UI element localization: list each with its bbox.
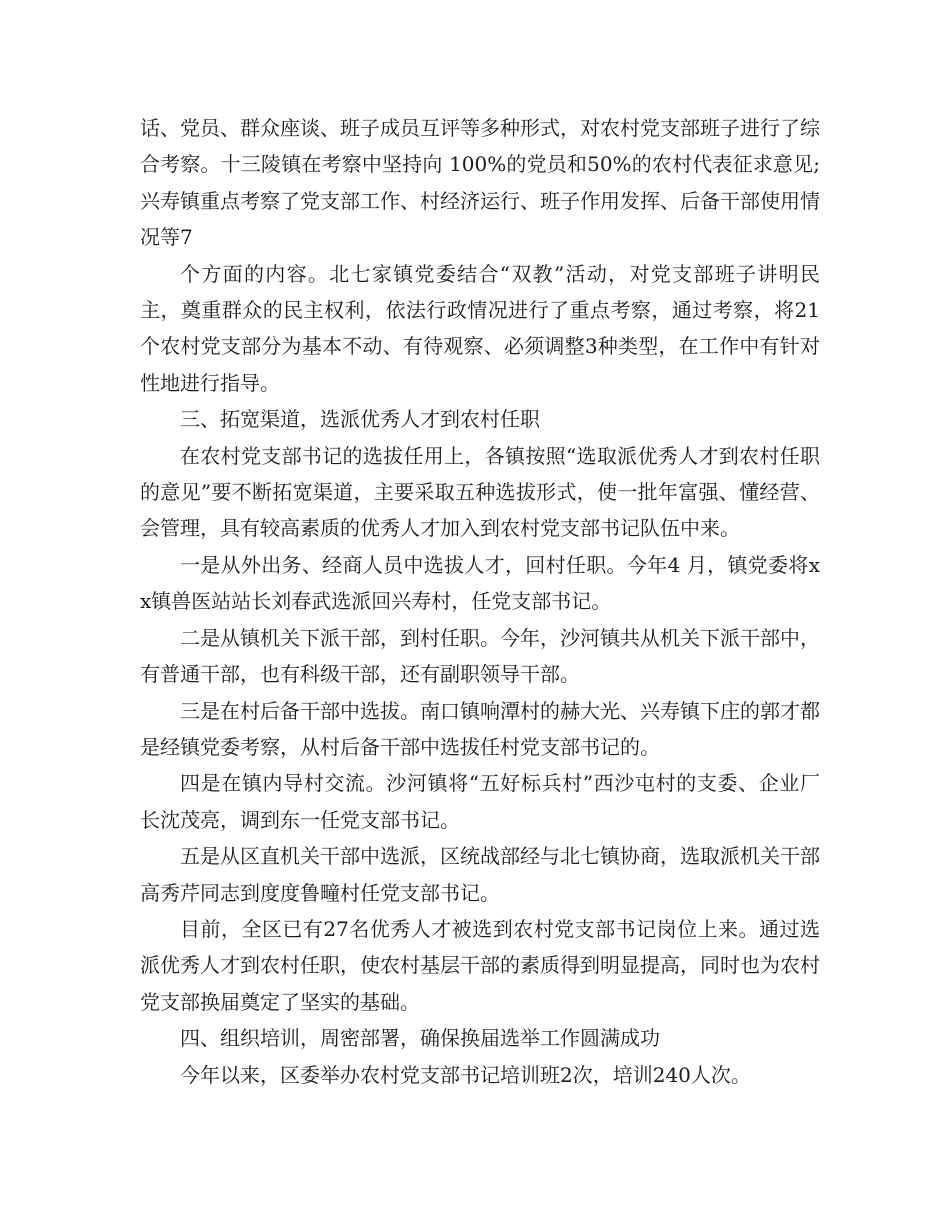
- paragraph-method-3: 三是在村后备干部中选拔。南口镇响潭村的赫大光、兴寿镇下庄的郭才都是经镇党委考察，从村后备干部中选拔任村党支部书记的。: [140, 698, 820, 759]
- section-heading-4: 四、组织培训，周密部署，确保换届选举工作圆满成功: [180, 1026, 660, 1051]
- paragraph-continuation: 话、党员、群众座谈、班子成员互评等多种形式，对农村党支部班子进行了综合考察。十三陵镇在考察中坚持向 100%的党员和50%的农村代表征求意见;兴寿镇重点考察了党支部工作、村经济运行、班子作用发挥、后备干部使用情况等7: [140, 116, 820, 250]
- paragraph-method-5: 五是从区直机关干部中选派，区统战部经与北七镇协商，选取派机关干部高秀芹同志到度度鲁疃村任党支部书记。: [140, 844, 820, 905]
- paragraph-selection-overview: 在农村党支部书记的选拔任用上，各镇按照“选取派优秀人才到农村任职的意见”要不断拓宽渠道，主要采取五种选拔形式，使一批年富强、懂经营、会管理，具有较高素质的优秀人才加入到农村党支部书记队伍中来。: [140, 443, 820, 541]
- document-body: [140, 110, 820, 1093]
- paragraph-method-4: 四是在镇内导村交流。沙河镇将“五好标兵村”西沙屯村的支委、企业厂长沈茂亮，调到东一任党支部书记。: [140, 771, 820, 832]
- paragraph-method-2: 二是从镇机关下派干部，到村任职。今年，沙河镇共从机关下派干部中，有普通干部，也有科级干部，还有副职领导干部。: [140, 625, 820, 687]
- section-heading-3: 三、拓宽渠道，选派优秀人才到农村任职: [180, 407, 540, 432]
- paragraph-beiqijia: 个方面的内容。北七家镇党委结合“双教”活动，对党支部班子讲明民主，奠重群众的民主权利，依法行政情况进行了重点考察，通过考察，将21个农村党支部分为基本不动、有待观察、必须调整3种类型，在工作中有针对性地进行指导。: [140, 261, 820, 395]
- paragraph-method-1: 一是从外出务、经商人员中选拔人才，回村任职。今年4 月，镇党委将xx镇兽医站站长刘春武选派回兴寿村，任党支部书记。: [140, 552, 820, 614]
- paragraph-summary: 目前，全区已有27名优秀人才被选到农村党支部书记岗位上来。通过选派优秀人才到农村任职，使农村基层干部的素质得到明显提高，同时也为农村党支部换届奠定了坚实的基础。: [140, 916, 820, 1014]
- paragraph-training: 今年以来，区委举办农村党支部书记培训班2次，培训240人次。: [180, 1062, 751, 1087]
